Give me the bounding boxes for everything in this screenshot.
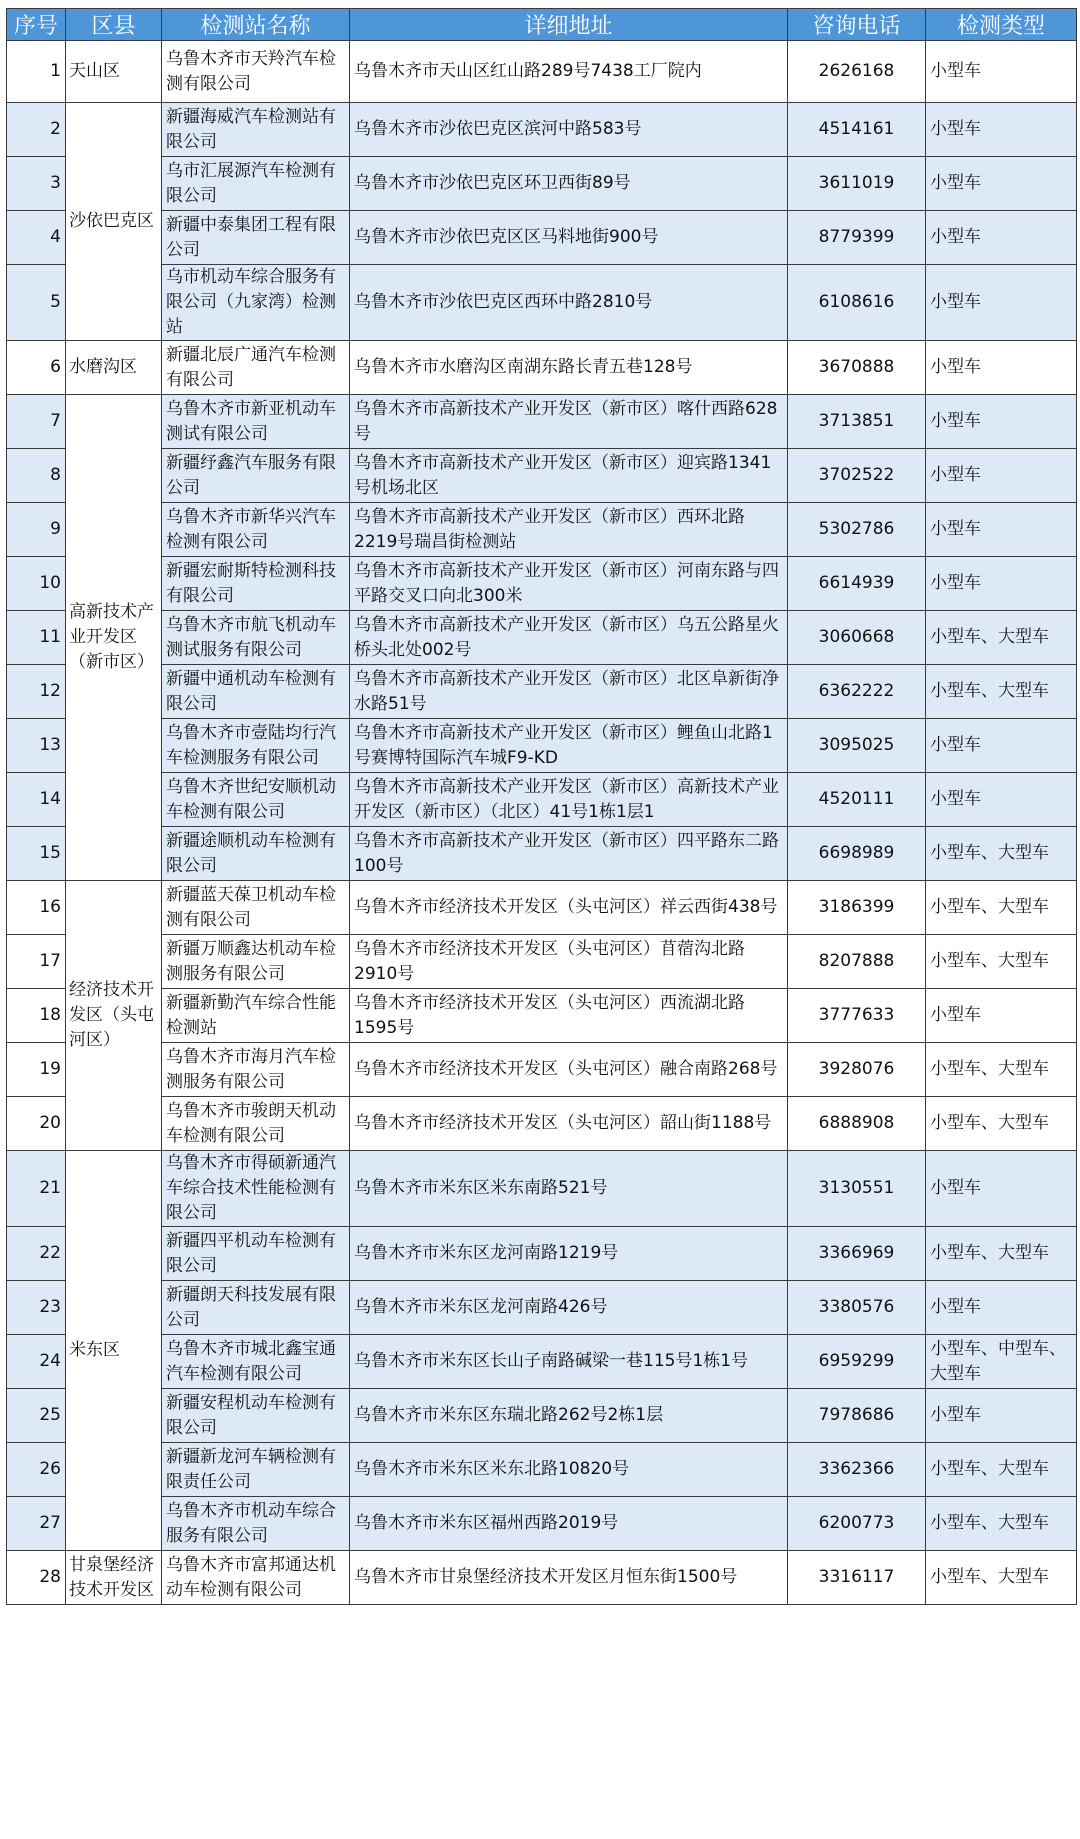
- inspection-type: 小型车: [926, 449, 1077, 503]
- station-phone: 3060668: [788, 611, 926, 665]
- station-phone: 6614939: [788, 557, 926, 611]
- inspection-type: 小型车: [926, 211, 1077, 265]
- row-number: 23: [7, 1281, 66, 1335]
- station-address: 乌鲁木齐市米东区龙河南路426号: [350, 1281, 788, 1335]
- station-name: 乌市机动车综合服务有限公司（九家湾）检测站: [162, 265, 350, 341]
- station-phone: 3777633: [788, 989, 926, 1043]
- district-cell: 高新技术产业开发区（新市区）: [66, 395, 162, 881]
- station-address: 乌鲁木齐市天山区红山路289号7438工厂院内: [350, 41, 788, 103]
- row-number: 1: [7, 41, 66, 103]
- row-number: 17: [7, 935, 66, 989]
- station-address: 乌鲁木齐市高新技术产业开发区（新市区）鲤鱼山北路1号赛博特国际汽车城F9-KD: [350, 719, 788, 773]
- station-address: 乌鲁木齐市沙依巴克区区马料地街900号: [350, 211, 788, 265]
- table-row: [7, 611, 1077, 665]
- table-body: [7, 41, 1077, 1605]
- station-address: 乌鲁木齐市水磨沟区南湖东路长青五巷128号: [350, 341, 788, 395]
- inspection-type: 小型车: [926, 1389, 1077, 1443]
- station-name: 新疆途顺机动车检测有限公司: [162, 827, 350, 881]
- table-row: [7, 211, 1077, 265]
- row-number: 28: [7, 1551, 66, 1605]
- inspection-station-table: [6, 8, 1077, 1605]
- station-address: 乌鲁木齐市高新技术产业开发区（新市区）乌五公路星火桥头北处002号: [350, 611, 788, 665]
- row-number: 20: [7, 1097, 66, 1151]
- station-name: 乌鲁木齐市壹陆均行汽车检测服务有限公司: [162, 719, 350, 773]
- station-address: 乌鲁木齐市经济技术开发区（头屯河区）韶山街1188号: [350, 1097, 788, 1151]
- row-number: 24: [7, 1335, 66, 1389]
- inspection-type: 小型车: [926, 989, 1077, 1043]
- header-phone: 咨询电话: [788, 9, 926, 41]
- station-address: 乌鲁木齐市沙依巴克区环卫西街89号: [350, 157, 788, 211]
- header-no: 序号: [7, 9, 66, 41]
- table-row: [7, 1389, 1077, 1443]
- station-name: 乌鲁木齐市海月汽车检测服务有限公司: [162, 1043, 350, 1097]
- table-row: [7, 1443, 1077, 1497]
- station-phone: 7978686: [788, 1389, 926, 1443]
- table-row: [7, 1151, 1077, 1227]
- station-name: 乌鲁木齐市天羚汽车检测有限公司: [162, 41, 350, 103]
- inspection-type: 小型车、大型车: [926, 935, 1077, 989]
- table-row: [7, 665, 1077, 719]
- station-phone: 8779399: [788, 211, 926, 265]
- station-address: 乌鲁木齐市经济技术开发区（头屯河区）融合南路268号: [350, 1043, 788, 1097]
- row-number: 13: [7, 719, 66, 773]
- table-row: [7, 881, 1077, 935]
- header-station-name: 检测站名称: [162, 9, 350, 41]
- station-address: 乌鲁木齐市米东区米东北路10820号: [350, 1443, 788, 1497]
- row-number: 12: [7, 665, 66, 719]
- inspection-type: 小型车: [926, 719, 1077, 773]
- inspection-type: 小型车、大型车: [926, 1043, 1077, 1097]
- station-name: 乌鲁木齐市富邦通达机动车检测有限公司: [162, 1551, 350, 1605]
- table-row: [7, 1097, 1077, 1151]
- station-address: 乌鲁木齐市经济技术开发区（头屯河区）祥云西街438号: [350, 881, 788, 935]
- row-number: 5: [7, 265, 66, 341]
- row-number: 11: [7, 611, 66, 665]
- inspection-type: 小型车、大型车: [926, 1097, 1077, 1151]
- station-phone: 3130551: [788, 1151, 926, 1227]
- row-number: 6: [7, 341, 66, 395]
- station-address: 乌鲁木齐市经济技术开发区（头屯河区）西流湖北路1595号: [350, 989, 788, 1043]
- inspection-type: 小型车、大型车: [926, 611, 1077, 665]
- row-number: 22: [7, 1227, 66, 1281]
- inspection-type: 小型车: [926, 503, 1077, 557]
- header-type: 检测类型: [926, 9, 1077, 41]
- station-name: 乌鲁木齐市新华兴汽车检测有限公司: [162, 503, 350, 557]
- station-name: 新疆中泰集团工程有限公司: [162, 211, 350, 265]
- district-cell: 水磨沟区: [66, 341, 162, 395]
- inspection-type: 小型车、大型车: [926, 1443, 1077, 1497]
- table-row: [7, 503, 1077, 557]
- station-address: 乌鲁木齐市米东区长山子南路碱梁一巷115号1栋1号: [350, 1335, 788, 1389]
- station-name: 新疆朗天科技发展有限公司: [162, 1281, 350, 1335]
- station-phone: 3316117: [788, 1551, 926, 1605]
- station-phone: 3095025: [788, 719, 926, 773]
- row-number: 27: [7, 1497, 66, 1551]
- table-row: [7, 265, 1077, 341]
- station-address: 乌鲁木齐市沙依巴克区西环中路2810号: [350, 265, 788, 341]
- inspection-type: 小型车: [926, 103, 1077, 157]
- inspection-type: 小型车、大型车: [926, 1497, 1077, 1551]
- station-address: 乌鲁木齐市高新技术产业开发区（新市区）西环北路2219号瑞昌街检测站: [350, 503, 788, 557]
- station-phone: 3670888: [788, 341, 926, 395]
- row-number: 4: [7, 211, 66, 265]
- table-row: [7, 1281, 1077, 1335]
- station-name: 新疆中通机动车检测有限公司: [162, 665, 350, 719]
- table-row: [7, 103, 1077, 157]
- row-number: 2: [7, 103, 66, 157]
- inspection-type: 小型车: [926, 41, 1077, 103]
- station-phone: 3713851: [788, 395, 926, 449]
- station-phone: 3366969: [788, 1227, 926, 1281]
- station-name: 新疆蓝天葆卫机动车检测有限公司: [162, 881, 350, 935]
- station-name: 乌鲁木齐市机动车综合服务有限公司: [162, 1497, 350, 1551]
- header-row: [7, 9, 1077, 41]
- station-phone: 6959299: [788, 1335, 926, 1389]
- station-address: 乌鲁木齐市沙依巴克区滨河中路583号: [350, 103, 788, 157]
- station-phone: 6362222: [788, 665, 926, 719]
- table-row: [7, 935, 1077, 989]
- row-number: 18: [7, 989, 66, 1043]
- table-row: [7, 557, 1077, 611]
- table-row: [7, 1497, 1077, 1551]
- station-address: 乌鲁木齐市高新技术产业开发区（新市区）河南东路与四平路交叉口向北300米: [350, 557, 788, 611]
- row-number: 16: [7, 881, 66, 935]
- station-address: 乌鲁木齐市高新技术产业开发区（新市区）高新技术产业开发区（新市区）（北区）41号1栋1层1: [350, 773, 788, 827]
- inspection-type: 小型车: [926, 265, 1077, 341]
- station-address: 乌鲁木齐市米东区米东南路521号: [350, 1151, 788, 1227]
- station-phone: 4520111: [788, 773, 926, 827]
- row-number: 9: [7, 503, 66, 557]
- row-number: 14: [7, 773, 66, 827]
- header-address: 详细地址: [350, 9, 788, 41]
- row-number: 15: [7, 827, 66, 881]
- row-number: 8: [7, 449, 66, 503]
- district-cell: 经济技术开发区（头屯河区）: [66, 881, 162, 1151]
- station-name: 乌鲁木齐市新亚机动车测试有限公司: [162, 395, 350, 449]
- district-cell: 沙依巴克区: [66, 103, 162, 341]
- station-address: 乌鲁木齐市高新技术产业开发区（新市区）迎宾路1341号机场北区: [350, 449, 788, 503]
- station-name: 新疆海威汽车检测站有限公司: [162, 103, 350, 157]
- station-phone: 3362366: [788, 1443, 926, 1497]
- table-row: [7, 449, 1077, 503]
- station-name: 乌市汇展源汽车检测有限公司: [162, 157, 350, 211]
- table-row: [7, 395, 1077, 449]
- station-address: 乌鲁木齐市高新技术产业开发区（新市区）北区阜新街净水路51号: [350, 665, 788, 719]
- table-row: [7, 1551, 1077, 1605]
- station-address: 乌鲁木齐市高新技术产业开发区（新市区）四平路东二路100号: [350, 827, 788, 881]
- inspection-type: 小型车: [926, 395, 1077, 449]
- inspection-type: 小型车、大型车: [926, 1551, 1077, 1605]
- row-number: 7: [7, 395, 66, 449]
- station-phone: 2626168: [788, 41, 926, 103]
- station-name: 新疆北辰广通汽车检测有限公司: [162, 341, 350, 395]
- header-district: 区县: [66, 9, 162, 41]
- station-phone: 3186399: [788, 881, 926, 935]
- station-name: 新疆四平机动车检测有限公司: [162, 1227, 350, 1281]
- station-name: 新疆纾鑫汽车服务有限公司: [162, 449, 350, 503]
- district-cell: 甘泉堡经济技术开发区: [66, 1551, 162, 1605]
- station-phone: 6200773: [788, 1497, 926, 1551]
- station-phone: 5302786: [788, 503, 926, 557]
- row-number: 21: [7, 1151, 66, 1227]
- table-row: [7, 827, 1077, 881]
- table-row: [7, 157, 1077, 211]
- station-address: 乌鲁木齐市米东区龙河南路1219号: [350, 1227, 788, 1281]
- station-phone: 6698989: [788, 827, 926, 881]
- station-name: 新疆万顺鑫达机动车检测服务有限公司: [162, 935, 350, 989]
- station-name: 新疆新龙河车辆检测有限责任公司: [162, 1443, 350, 1497]
- table-row: [7, 989, 1077, 1043]
- station-name: 乌鲁木齐市航飞机动车测试服务有限公司: [162, 611, 350, 665]
- station-address: 乌鲁木齐市米东区东瑞北路262号2栋1层: [350, 1389, 788, 1443]
- table-row: [7, 341, 1077, 395]
- row-number: 19: [7, 1043, 66, 1097]
- station-address: 乌鲁木齐市高新技术产业开发区（新市区）喀什西路628号: [350, 395, 788, 449]
- station-name: 新疆宏耐斯特检测科技有限公司: [162, 557, 350, 611]
- inspection-type: 小型车: [926, 1281, 1077, 1335]
- station-name: 新疆新勤汽车综合性能检测站: [162, 989, 350, 1043]
- station-address: 乌鲁木齐市甘泉堡经济技术开发区月恒东街1500号: [350, 1551, 788, 1605]
- inspection-type: 小型车: [926, 1151, 1077, 1227]
- station-phone: 6888908: [788, 1097, 926, 1151]
- inspection-type: 小型车、大型车: [926, 1227, 1077, 1281]
- table-row: [7, 1335, 1077, 1389]
- row-number: 10: [7, 557, 66, 611]
- row-number: 25: [7, 1389, 66, 1443]
- table-row: [7, 41, 1077, 103]
- station-phone: 3611019: [788, 157, 926, 211]
- row-number: 3: [7, 157, 66, 211]
- station-phone: 3928076: [788, 1043, 926, 1097]
- station-name: 乌鲁木齐世纪安顺机动车检测有限公司: [162, 773, 350, 827]
- station-phone: 4514161: [788, 103, 926, 157]
- station-address: 乌鲁木齐市经济技术开发区（头屯河区）苜蓿沟北路2910号: [350, 935, 788, 989]
- station-address: 乌鲁木齐市米东区福州西路2019号: [350, 1497, 788, 1551]
- inspection-type: 小型车: [926, 341, 1077, 395]
- station-phone: 6108616: [788, 265, 926, 341]
- table-row: [7, 773, 1077, 827]
- station-name: 新疆安程机动车检测有限公司: [162, 1389, 350, 1443]
- station-phone: 8207888: [788, 935, 926, 989]
- inspection-type: 小型车、大型车: [926, 827, 1077, 881]
- inspection-type: 小型车、中型车、大型车: [926, 1335, 1077, 1389]
- inspection-type: 小型车: [926, 557, 1077, 611]
- table-row: [7, 719, 1077, 773]
- district-cell: 天山区: [66, 41, 162, 103]
- district-cell: 米东区: [66, 1151, 162, 1551]
- station-name: 乌鲁木齐市骏朗天机动车检测有限公司: [162, 1097, 350, 1151]
- inspection-type: 小型车: [926, 157, 1077, 211]
- station-name: 乌鲁木齐市得硕新通汽车综合技术性能检测有限公司: [162, 1151, 350, 1227]
- station-phone: 3380576: [788, 1281, 926, 1335]
- table-row: [7, 1043, 1077, 1097]
- station-name: 乌鲁木齐市城北鑫宝通汽车检测有限公司: [162, 1335, 350, 1389]
- station-phone: 3702522: [788, 449, 926, 503]
- row-number: 26: [7, 1443, 66, 1497]
- table-row: [7, 1227, 1077, 1281]
- inspection-type: 小型车、大型车: [926, 881, 1077, 935]
- inspection-type: 小型车: [926, 773, 1077, 827]
- inspection-type: 小型车、大型车: [926, 665, 1077, 719]
